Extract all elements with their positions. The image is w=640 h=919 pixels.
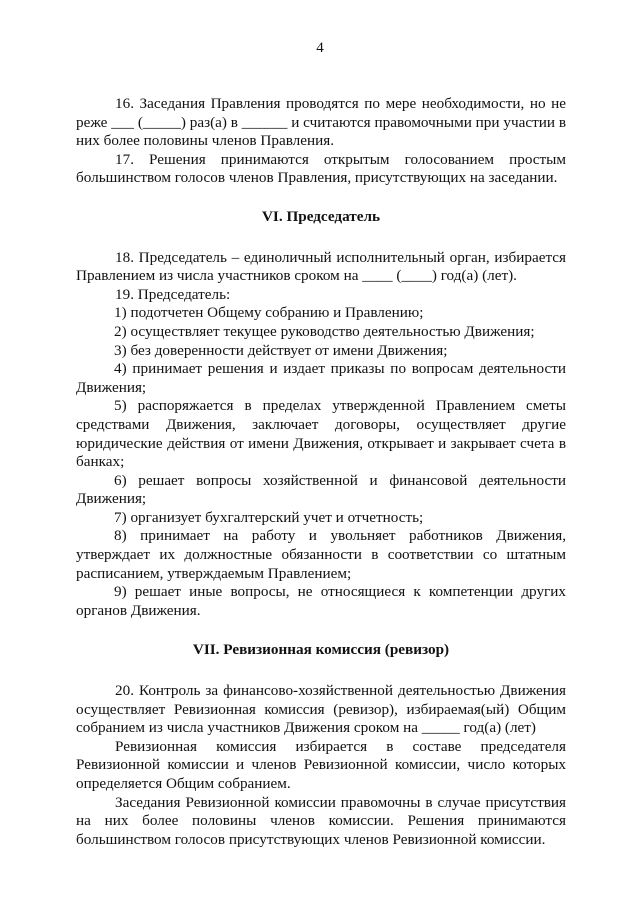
list-item: 5) распоряжается в пределах утвержденной Правлением сметы средствами Движения, заключает договоры, осуществляет другие юридические действия от имени Движения, открывает и закрывает счета в банках; [76,397,566,471]
list-item: 4) принимает решения и издает приказы по вопросам деятельности Движения; [76,360,566,396]
list-item: 1) подотчетен Общему собранию и Правлению; [114,304,424,322]
paragraph-20: 20. Контроль за финансово-хозяйственной деятельностью Движения осуществляет Ревизионная комиссия (ревизор), избираемая(ый) Общим собранием из числа участников Движения сроком на _____ год(а) (лет) [76,682,566,737]
list-item: 8) принимает на работу и увольняет работников Движения, утверждает их должностные обязанности в соответствии со штатным расписанием, утверждаемым Правлением; [76,527,566,582]
section-heading-audit: VII. Ревизионная комиссия (ревизор) [192,641,450,659]
list-item: 2) осуществляет текущее руководство деятельностью Движения; [114,322,535,340]
paragraph-16: 16. Заседания Правления проводятся по мере необходимости, но не реже ___ (_____) раз(а) в ______ и считаются правомочными при участии в них более половины членов Правления. [76,95,566,150]
paragraph-17: 17. Решения принимаются открытым голосованием простым большинством голосов членов Правления, присутствующих на заседании. [76,150,566,187]
paragraph-19: 19. Председатель: [115,285,231,303]
list-item: 6) решает вопросы хозяйственной и финансовой деятельности Движения; [76,471,566,508]
list-item: 7) организует бухгалтерский учет и отчетность; [114,508,424,526]
paragraph-18: 18. Председатель – единоличный исполнительный орган, избирается Правлением из числа участников сроком на ____ (____) год(а) (лет). [76,248,566,285]
list-item: 3) без доверенности действует от имени Движения; [114,341,448,359]
paragraph-20-meetings: Заседания Ревизионной комиссии правомочны в случае присутствия на них более половины членов комиссии. Решения принимаются большинством голосов присутствующих членов Ревизионной комиссии. [76,793,566,848]
document-body [76,95,566,849]
paragraph-20-composition: Ревизионная комиссия избирается в составе председателя Ревизионной комиссии и членов Ревизионной комиссии, число которых определяется Общим собранием. [76,737,566,792]
section-heading-chairman: VI. Председатель [261,207,381,225]
page-number: 4 [316,40,324,56]
list-item: 9) решает иные вопросы, не относящиеся к компетенции других органов Движения. [76,583,566,619]
